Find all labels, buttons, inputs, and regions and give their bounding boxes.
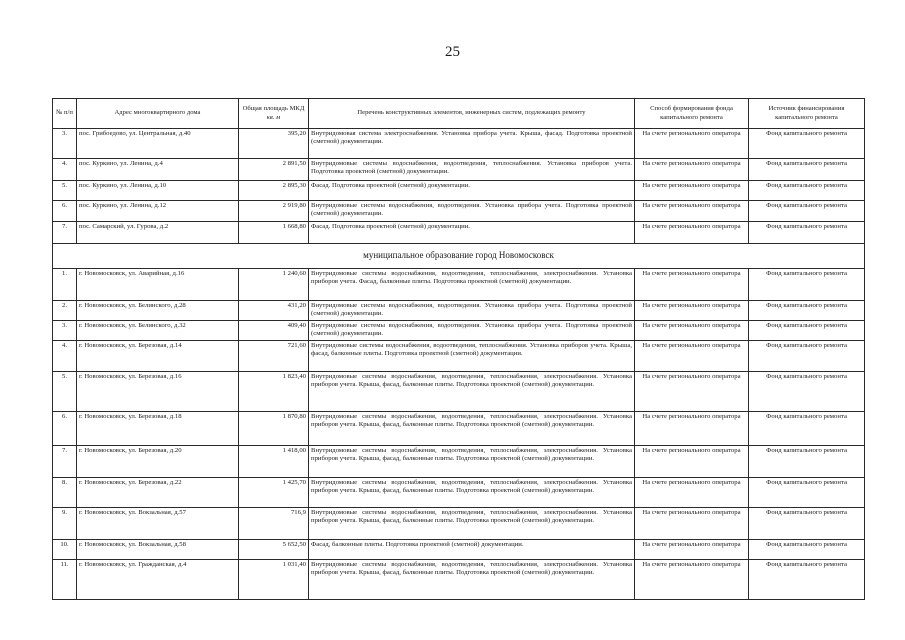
row-num: 5. — [53, 372, 77, 412]
row-num: 1. — [53, 269, 77, 301]
row-works: Внутридомовые системы водоснабжения, водоотведения. Установка прибора учета. Подготовка проектной (сметной) документации. — [309, 301, 635, 321]
row-method: На счете регионального оператора — [635, 129, 749, 159]
table-row — [53, 508, 865, 540]
row-source: Фонд капитального ремонта — [749, 508, 865, 540]
header-num: № п/п — [53, 99, 77, 129]
row-works: Фасад, балконные плиты. Подготовка проектной (сметной) документации. — [309, 540, 635, 560]
row-method: На счете регионального оператора — [635, 269, 749, 301]
row-works: Внутридомовые системы водоснабжения, водоотведения. Установка прибора учета. Подготовка проектной (сметной) документации. — [309, 201, 635, 222]
header-works: Перечень конструктивных элементов, инженерных систем, подлежащих ремонту — [309, 99, 635, 129]
row-address: г. Новомосковск, ул. Белинского, д.28 — [77, 301, 239, 321]
row-address: г. Новомосковск, ул. Березовая, д.14 — [77, 341, 239, 372]
row-address: г. Новомосковск, ул. Березовая, д.20 — [77, 446, 239, 478]
table-row — [53, 321, 865, 341]
table-row — [53, 201, 865, 222]
header-area — [239, 99, 309, 129]
table-row — [53, 412, 865, 446]
row-area: 721,60 — [239, 341, 309, 372]
row-source: Фонд капитального ремонта — [749, 159, 865, 181]
rows-group-a — [53, 129, 865, 244]
row-method: На счете регионального оператора — [635, 412, 749, 446]
section-group — [53, 244, 865, 269]
row-source: Фонд капитального ремонта — [749, 412, 865, 446]
row-method: На счете регионального оператора — [635, 341, 749, 372]
row-area: 1 031,40 — [239, 560, 309, 600]
section-title: муниципальное образование город Новомосковск — [53, 244, 865, 269]
table-header-row — [53, 99, 865, 129]
row-source: Фонд капитального ремонта — [749, 478, 865, 508]
row-source: Фонд капитального ремонта — [749, 446, 865, 478]
table-row — [53, 560, 865, 600]
table-row — [53, 540, 865, 560]
row-works: Внутридомовые системы водоснабжения, водоотведения, теплоснабжения. Установка приборов учета. Крыша, фасад, балконные плиты. Подготовка проектной (сметной) документации. — [309, 341, 635, 372]
row-address: г. Новомосковск, ул. Вокзальная, д.57 — [77, 508, 239, 540]
row-source: Фонд капитального ремонта — [749, 560, 865, 600]
row-num: 10. — [53, 540, 77, 560]
table-row — [53, 159, 865, 181]
row-source: Фонд капитального ремонта — [749, 372, 865, 412]
row-num: 3. — [53, 129, 77, 159]
row-address: пос. Самарский, ул. Гурова, д.2 — [77, 222, 239, 244]
row-source: Фонд капитального ремонта — [749, 129, 865, 159]
table-row — [53, 222, 865, 244]
header-area-label: Общая площадь МКД — [242, 105, 305, 113]
row-address: г. Новомосковск, ул. Березовая, д.22 — [77, 478, 239, 508]
row-num: 4. — [53, 341, 77, 372]
row-source: Фонд капитального ремонта — [749, 181, 865, 201]
row-area: 2 891,50 — [239, 159, 309, 181]
row-num: 11. — [53, 560, 77, 600]
row-address: г. Новомосковск, ул. Березовая, д.16 — [77, 372, 239, 412]
row-address: г. Новомосковск, ул. Вокзальная, д.58 — [77, 540, 239, 560]
row-address: пос. Грибоедово, ул. Центральная, д.40 — [77, 129, 239, 159]
row-source: Фонд капитального ремонта — [749, 341, 865, 372]
row-method: На счете регионального оператора — [635, 181, 749, 201]
row-method: На счете регионального оператора — [635, 446, 749, 478]
row-address: г. Новомосковск, ул. Гражданская, д.4 — [77, 560, 239, 600]
row-method: На счете регионального оператора — [635, 222, 749, 244]
row-area: 716,9 — [239, 508, 309, 540]
row-num: 9. — [53, 508, 77, 540]
row-method: На счете регионального оператора — [635, 201, 749, 222]
row-source: Фонд капитального ремонта — [749, 301, 865, 321]
row-address: г. Новомосковск, ул. Аварийная, д.16 — [77, 269, 239, 301]
row-area: 1 870,80 — [239, 412, 309, 446]
row-method: На счете регионального оператора — [635, 301, 749, 321]
row-num: 5. — [53, 181, 77, 201]
row-source: Фонд капитального ремонта — [749, 222, 865, 244]
row-num: 6. — [53, 201, 77, 222]
row-num: 2. — [53, 301, 77, 321]
page-number: 25 — [445, 44, 460, 60]
row-area: 1 823,40 — [239, 372, 309, 412]
row-method: На счете регионального оператора — [635, 478, 749, 508]
row-works: Внутридомовые системы водоснабжения, водоотведения. Установка прибора учета. Подготовка проектной (сметной) документации. — [309, 321, 635, 341]
row-works: Внутридомовые системы водоснабжения, водоотведения, теплоснабжения, электроснабжения. Установка приборов учета. Крыша, фасад, балконные плиты. Подготовка проектной (сметной) документации. — [309, 446, 635, 478]
row-works: Внутридомовая система электроснабжения. Установка прибора учета. Крыша, фасад. Подготовка проектной (сметной) документации. — [309, 129, 635, 159]
row-works: Внутридомовые системы водоснабжения, водоотведения, теплоснабжения, электроснабжения. Установка приборов учета. Крыша, фасад, балконные плиты. Подготовка проектной (сметной) документации. — [309, 412, 635, 446]
row-source: Фонд капитального ремонта — [749, 269, 865, 301]
row-num: 7. — [53, 222, 77, 244]
section-row — [53, 244, 865, 269]
row-method: На счете регионального оператора — [635, 372, 749, 412]
row-num: 6. — [53, 412, 77, 446]
row-num: 4. — [53, 159, 77, 181]
row-source: Фонд капитального ремонта — [749, 540, 865, 560]
row-area: 1 418,00 — [239, 446, 309, 478]
row-works: Внутридомовые системы водоснабжения, водоотведения, теплоснабжения, электроснабжения. Установка приборов учета. Крыша, фасад, балконные плиты. Подготовка проектной (сметной) документации. — [309, 560, 635, 600]
row-num: 7. — [53, 446, 77, 478]
row-address: пос. Куркино, ул. Ленина, д.12 — [77, 201, 239, 222]
row-area: 409,40 — [239, 321, 309, 341]
table-row — [53, 478, 865, 508]
capital-repair-table — [52, 98, 865, 600]
row-works: Фасад. Подготовка проектной (сметной) документации. — [309, 222, 635, 244]
header-method: Способ формирования фонда капитального ремонта — [635, 99, 749, 129]
row-area: 431,20 — [239, 301, 309, 321]
row-works: Фасад. Подготовка проектной (сметной) документации. — [309, 181, 635, 201]
row-works: Внутридомовые системы водоснабжения, водоотведения, теплоснабжения. Установка приборов учета. Подготовка проектной (сметной) документации. — [309, 159, 635, 181]
row-area: 1 240,60 — [239, 269, 309, 301]
row-area: 5 652,50 — [239, 540, 309, 560]
row-address: г. Новомосковск, ул. Березовая, д.18 — [77, 412, 239, 446]
row-works: Внутридомовые системы водоснабжения, водоотведения, теплоснабжения, электроснабжения. Установка приборов учета. Крыша, фасад, балконные плиты. Подготовка проектной (сметной) документации. — [309, 478, 635, 508]
row-area: 395,20 — [239, 129, 309, 159]
header-source: Источник финансирования капитального ремонта — [749, 99, 865, 129]
row-area: 2 919,80 — [239, 201, 309, 222]
table-row — [53, 446, 865, 478]
row-address: пос. Куркино, ул. Ленина, д.4 — [77, 159, 239, 181]
table-row — [53, 181, 865, 201]
row-num: 8. — [53, 478, 77, 508]
header-address: Адрес многоквартирного дома — [77, 99, 239, 129]
row-works: Внутридомовые системы водоснабжения, водоотведения, теплоснабжения, электроснабжения. Установка приборов учета. Фасад, балконные плиты. Подготовка проектной (сметной) документации. — [309, 269, 635, 301]
row-area: 1 425,70 — [239, 478, 309, 508]
header-area-unit: кв. м — [266, 113, 281, 121]
row-method: На счете регионального оператора — [635, 560, 749, 600]
row-method: На счете регионального оператора — [635, 159, 749, 181]
row-area: 1 668,80 — [239, 222, 309, 244]
row-method: На счете регионального оператора — [635, 321, 749, 341]
table-row — [53, 269, 865, 301]
row-method: На счете регионального оператора — [635, 508, 749, 540]
row-source: Фонд капитального ремонта — [749, 201, 865, 222]
table-row — [53, 341, 865, 372]
table-row — [53, 129, 865, 159]
row-method: На счете регионального оператора — [635, 540, 749, 560]
rows-group-b — [53, 269, 865, 600]
row-source: Фонд капитального ремонта — [749, 321, 865, 341]
table-row — [53, 372, 865, 412]
row-address: пос. Куркино, ул. Ленина, д.10 — [77, 181, 239, 201]
row-works: Внутридомовые системы водоснабжения, водоотведения, теплоснабжения, электроснабжения. Установка приборов учета. Крыша, фасад, балконные плиты. Подготовка проектной (сметной) документации. — [309, 372, 635, 412]
row-works: Внутридомовые системы водоснабжения, водоотведения, теплоснабжения, электроснабжения. Установка приборов учета. Крыша, фасад, балконные плиты. Подготовка проектной (сметной) документации. — [309, 508, 635, 540]
table-row — [53, 301, 865, 321]
row-address: г. Новомосковск, ул. Белинского, д.32 — [77, 321, 239, 341]
row-area: 2 895,30 — [239, 181, 309, 201]
row-num: 3. — [53, 321, 77, 341]
